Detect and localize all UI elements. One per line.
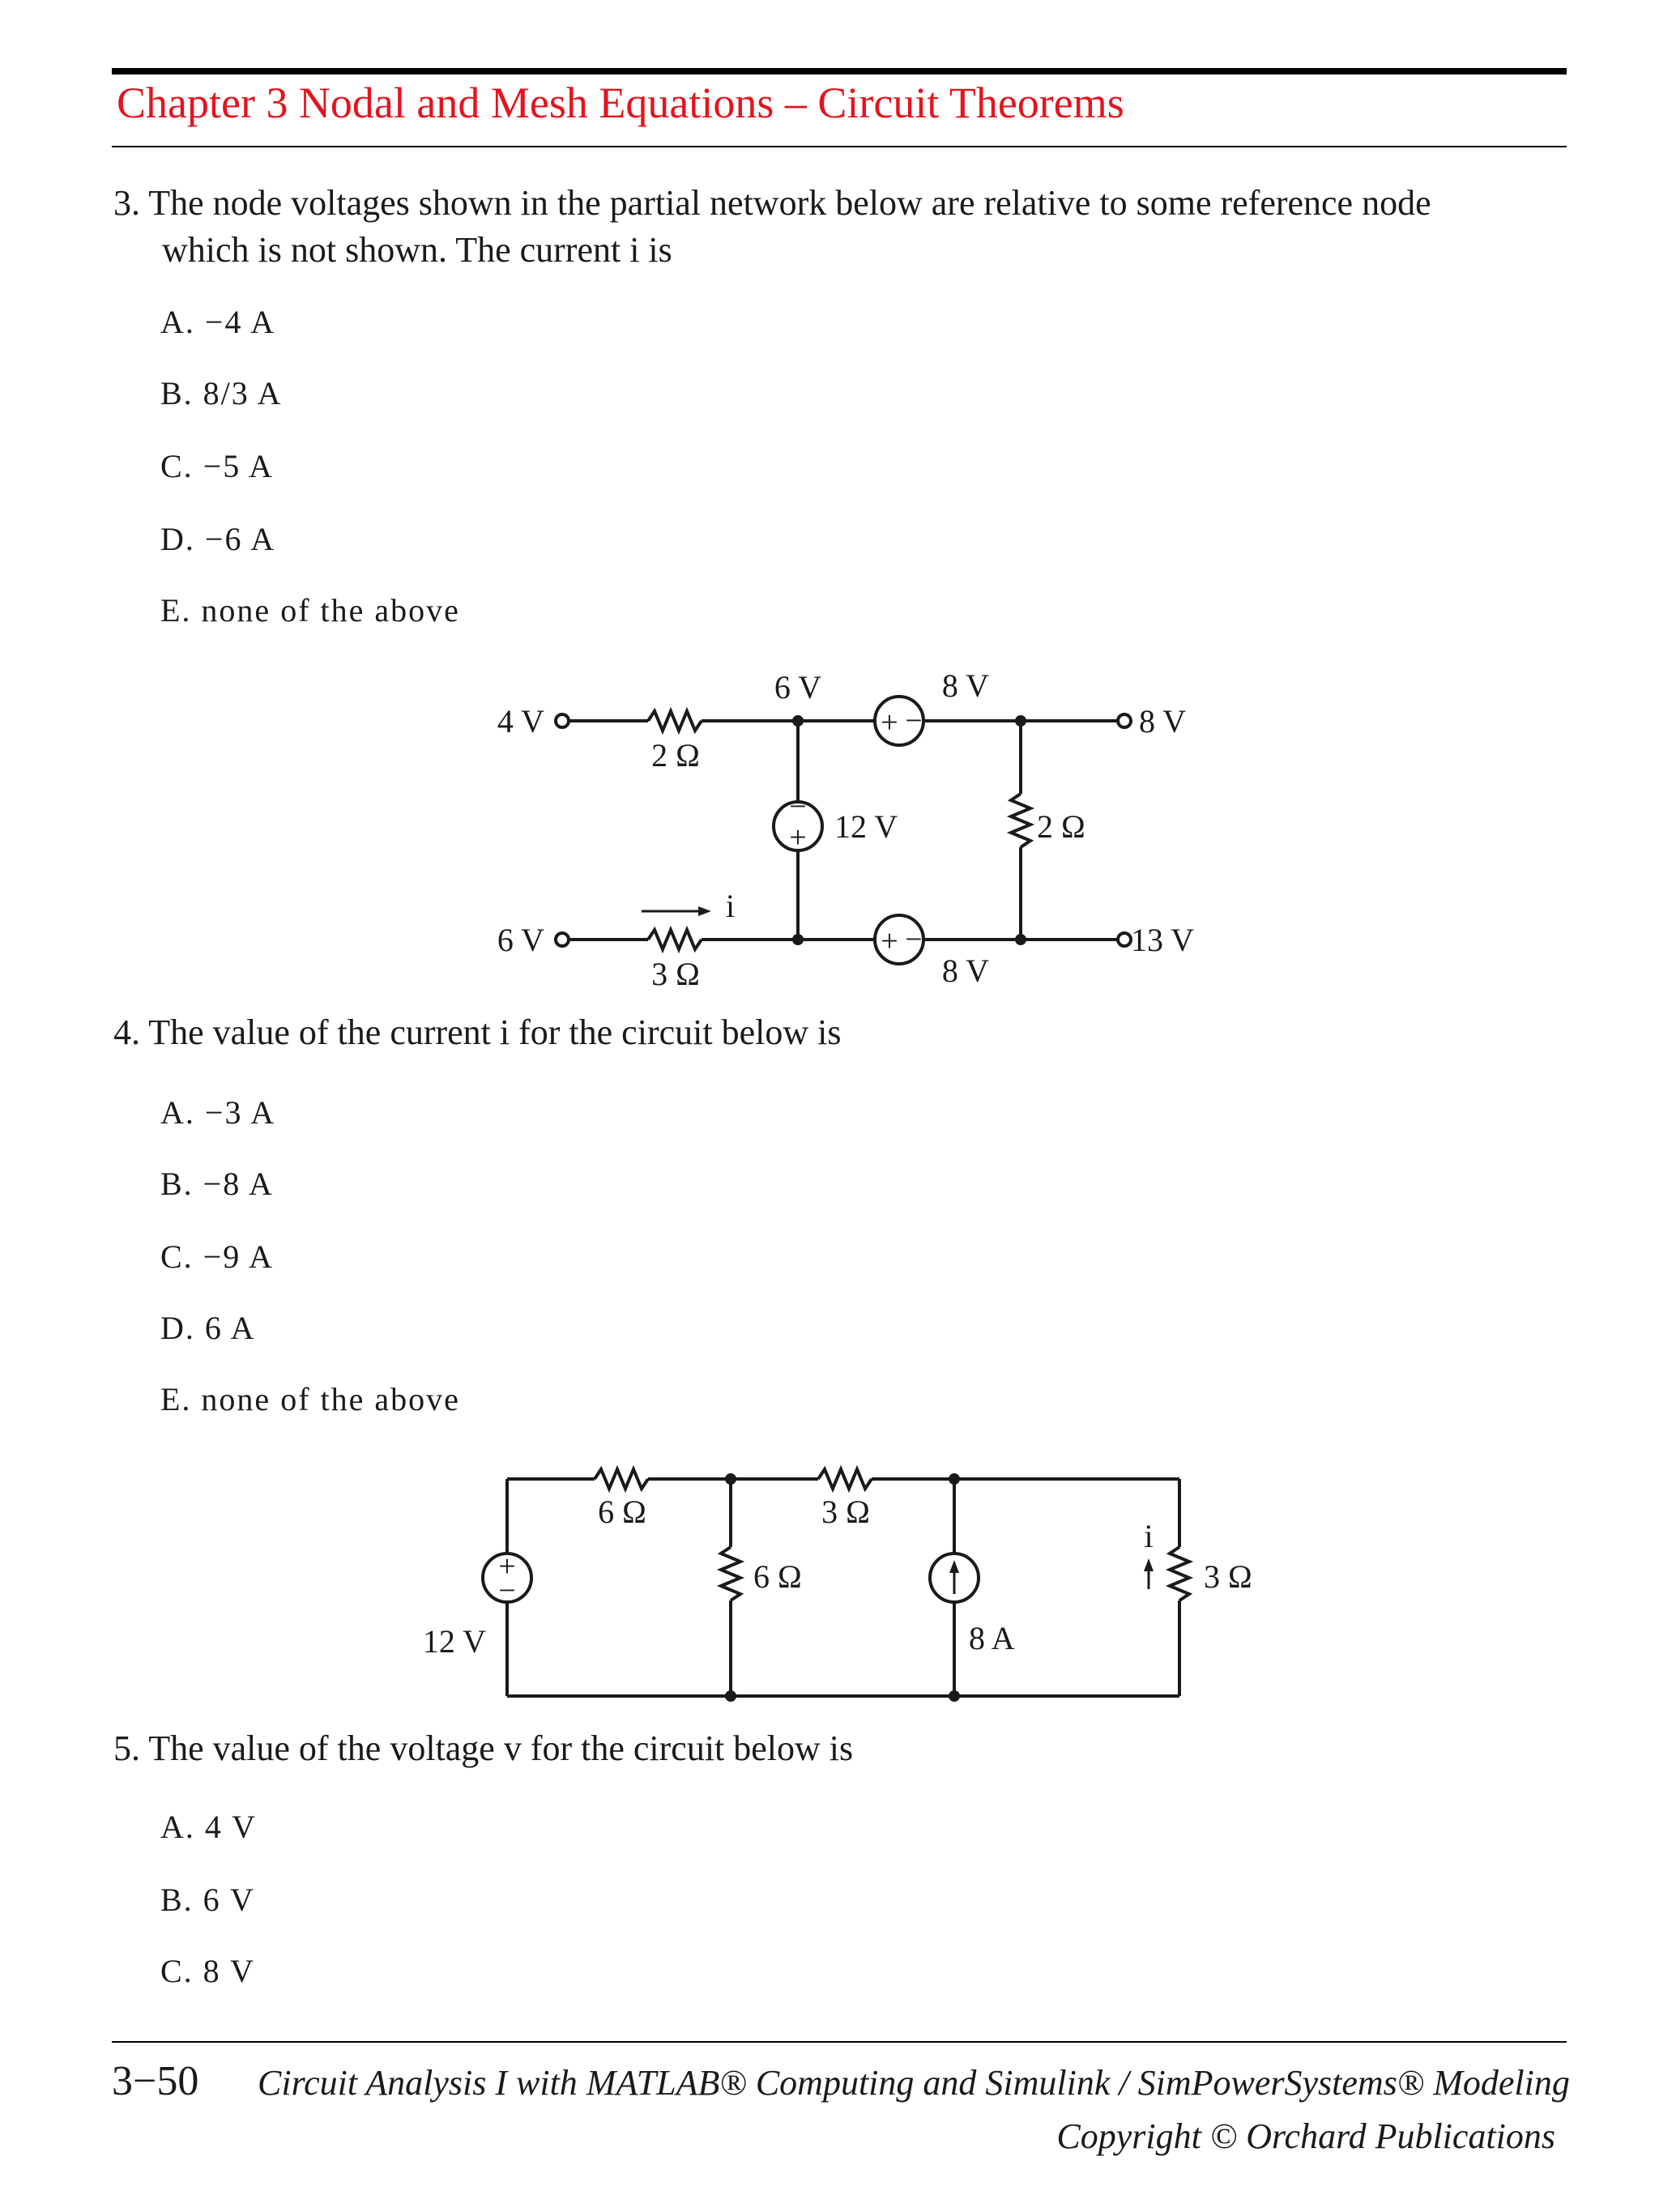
header-rule-bottom	[112, 146, 1567, 147]
question-number: 5.	[113, 1728, 140, 1768]
question-text: The value of the voltage v for the circuit below is	[148, 1728, 854, 1768]
option: B. 8/3 A	[160, 375, 283, 411]
question-number: 3.	[113, 183, 140, 223]
question-text: The value of the current i for the circuit below is	[148, 1012, 842, 1052]
question-5	[113, 1725, 1563, 1772]
source-label: 12 V	[422, 1623, 486, 1660]
source-label: 8 V	[941, 953, 990, 989]
resistor-label: 6 Ω	[598, 1494, 646, 1530]
resistor-label: 3 Ω	[821, 1494, 870, 1530]
source-label: 8 A	[969, 1620, 1015, 1656]
chapter-title: Chapter 3 Nodal and Mesh Equations – Circuit Theorems	[117, 79, 1124, 127]
node-voltage-label: 13 V	[1131, 922, 1195, 958]
node-voltage-label: 6 V	[497, 922, 544, 958]
question-number: 4.	[113, 1012, 140, 1052]
option: E. none of the above	[160, 592, 460, 629]
resistor-label: 6 Ω	[753, 1558, 802, 1595]
option: D. −6 A	[160, 521, 276, 557]
option: A. −4 A	[160, 304, 276, 340]
footer-book-title: Circuit Analysis I with MATLAB® Computing and Simulink / SimPowerSystems® Modeling	[258, 2063, 1570, 2103]
option: D. 6 A	[160, 1310, 256, 1346]
option: C. −9 A	[160, 1238, 274, 1275]
resistor-label: 3 Ω	[651, 956, 700, 992]
node-voltage-label: 4 V	[497, 703, 544, 739]
question-text-continued: which is not shown. The current i is	[162, 230, 672, 270]
minus-sign: −	[789, 790, 807, 824]
option: B. 6 V	[160, 1882, 255, 1918]
option: B. −8 A	[160, 1166, 274, 1202]
node-voltage-label: 6 V	[774, 669, 822, 705]
plus-sign: +	[881, 705, 898, 739]
current-label: i	[726, 888, 736, 924]
node-voltage-label: 8 V	[1139, 703, 1187, 739]
option: A. 4 V	[160, 1809, 258, 1845]
header-rule-top	[112, 68, 1567, 75]
plus-sign: +	[498, 1549, 516, 1583]
question-text: The node voltages shown in the partial network below are relative to some reference node	[148, 183, 1431, 223]
resistor-label: 3 Ω	[1204, 1558, 1252, 1595]
resistor-label: 2 Ω	[1037, 808, 1085, 845]
option: A. −3 A	[160, 1094, 276, 1131]
plus-sign: +	[881, 924, 898, 958]
source-label: 12 V	[834, 808, 898, 845]
option: C. −5 A	[160, 448, 274, 484]
minus-sign: −	[905, 704, 923, 738]
question-3	[113, 180, 1563, 274]
question-4	[113, 1009, 1563, 1056]
option: C. 8 V	[160, 1953, 255, 1989]
footer-rule	[112, 2041, 1567, 2043]
plus-sign: +	[789, 820, 807, 855]
page-number: 3−50	[112, 2058, 199, 2104]
resistor-label: 2 Ω	[651, 737, 700, 774]
minus-sign: −	[498, 1574, 516, 1608]
footer-copyright: Copyright © Orchard Publications	[1056, 2116, 1555, 2156]
source-label: 8 V	[941, 667, 990, 704]
minus-sign: −	[905, 923, 923, 957]
current-label: i	[1144, 1518, 1154, 1554]
option: E. none of the above	[160, 1381, 460, 1417]
